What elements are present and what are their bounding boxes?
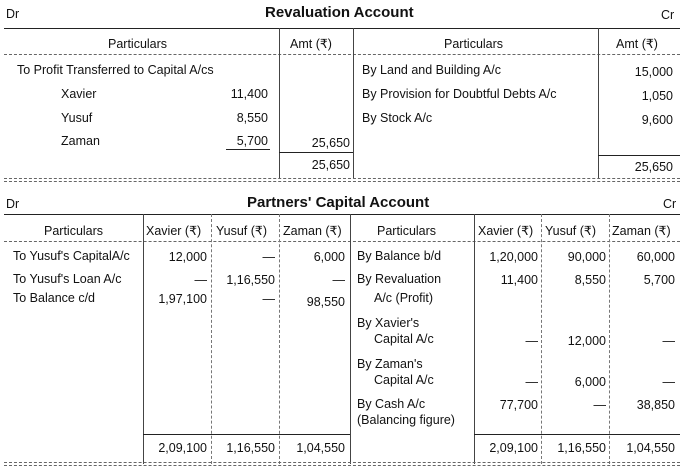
cap-debit-total-rule: [143, 434, 350, 435]
cap-dr-label: Dr: [6, 197, 20, 211]
rev-credit-amount: 15,000: [634, 65, 673, 79]
rev-bottom-rule: [4, 178, 680, 179]
cap-credit-yusuf: 12,000: [567, 334, 606, 348]
cap-credit-total-zaman: 1,04,550: [626, 441, 675, 455]
rev-col-divider: [279, 28, 280, 178]
cap-bottom-rule: [4, 462, 680, 463]
rev-header-particulars: Particulars: [444, 37, 504, 51]
cap-header-zaman: Zaman (₹): [283, 224, 342, 238]
rev-debit-subtotal: 25,650: [311, 136, 350, 150]
cap-credit-label: By Xavier's: [357, 316, 420, 330]
cap-credit-yusuf: 6,000: [574, 375, 606, 389]
cap-debit-zaman: —: [332, 273, 345, 287]
rev-bottom-rule-2: [4, 181, 680, 182]
rev-header-rule: [4, 54, 680, 55]
rev-partner-amount: 5,700: [236, 134, 268, 148]
cap-credit-xavier: —: [525, 375, 538, 389]
cap-credit-xavier: 1,20,000: [489, 250, 538, 264]
cap-credit-label: By Revaluation: [357, 272, 442, 286]
cap-credit-total-xavier: 2,09,100: [489, 441, 538, 455]
rev-credit-amount: 1,050: [641, 89, 673, 103]
cap-center-divider: [350, 214, 351, 464]
rev-partner-amount: 8,550: [236, 111, 268, 125]
cap-credit-xavier: —: [525, 334, 538, 348]
cap-credit-label-cont: A/c (Profit): [374, 291, 434, 305]
cap-debit-yusuf: —: [262, 292, 275, 306]
cap-credit-zaman: —: [662, 334, 675, 348]
cap-credit-label-cont: Capital A/c: [374, 373, 434, 387]
rev-title: Revaluation Account: [265, 4, 414, 21]
cap-credit-total-rule: [474, 434, 680, 435]
cap-header-particulars: Particulars: [377, 224, 437, 238]
cap-debit-label: To Yusuf's CapitalA/c: [13, 249, 130, 263]
cap-top-rule: [4, 214, 680, 215]
cap-debit-label: To Balance c/d: [13, 291, 95, 305]
rev-partner-name: Yusuf: [61, 111, 93, 125]
cap-header-particulars: Particulars: [44, 224, 104, 238]
cap-credit-xavier: 77,700: [499, 398, 538, 412]
rev-subtotal-rule: [279, 152, 353, 153]
rev-partner-name: Xavier: [61, 87, 97, 101]
cap-credit-total-yusuf: 1,16,550: [557, 441, 606, 455]
rev-debit-total: 25,650: [311, 158, 350, 172]
cap-debit-yusuf: 1,16,550: [226, 273, 275, 287]
rev-cr-label: Cr: [661, 8, 675, 22]
cap-debit-zaman: 6,000: [313, 250, 345, 264]
rev-credit-label: By Land and Building A/c: [362, 63, 501, 77]
cap-header-zaman: Zaman (₹): [612, 224, 671, 238]
cap-credit-yusuf: 8,550: [574, 273, 606, 287]
rev-partner-underline: [226, 149, 270, 150]
cap-header-rule: [4, 241, 680, 242]
cap-debit-xavier: 12,000: [168, 250, 207, 264]
rev-total-rule: [598, 155, 680, 156]
cap-credit-zaman: 38,850: [636, 398, 675, 412]
cap-header-xavier: Xavier (₹): [478, 224, 534, 238]
rev-partner-amount: 11,400: [230, 87, 268, 101]
rev-dr-label: Dr: [6, 7, 20, 21]
cap-credit-xavier: 11,400: [500, 273, 538, 287]
rev-header-amt: Amt (₹): [616, 37, 658, 51]
rev-credit-label: By Stock A/c: [362, 111, 433, 125]
cap-debit-xavier: 1,97,100: [158, 292, 207, 306]
cap-credit-label: By Balance b/d: [357, 249, 442, 263]
cap-credit-zaman: 60,000: [636, 250, 675, 264]
cap-credit-zaman: 5,700: [643, 273, 675, 287]
cap-credit-label-cont: (Balancing figure): [357, 413, 455, 427]
cap-bottom-rule-2: [4, 465, 680, 466]
cap-header-yusuf: Yusuf (₹): [216, 224, 268, 238]
rev-credit-label: By Provision for Doubtful Debts A/c: [362, 87, 557, 101]
cap-credit-zaman: —: [662, 375, 675, 389]
cap-debit-total-yusuf: 1,16,550: [226, 441, 275, 455]
rev-debit-main: To Profit Transferred to Capital A/cs: [17, 63, 214, 77]
rev-center-divider: [353, 28, 354, 178]
cap-title: Partners' Capital Account: [247, 194, 430, 211]
cap-debit-label: To Yusuf's Loan A/c: [13, 272, 122, 286]
cap-credit-label-cont: Capital A/c: [374, 332, 434, 346]
cap-credit-yusuf: 90,000: [567, 250, 606, 264]
cap-debit-total-zaman: 1,04,550: [296, 441, 345, 455]
rev-credit-total: 25,650: [634, 160, 673, 174]
rev-header-particulars: Particulars: [108, 37, 168, 51]
cap-credit-label: By Cash A/c: [357, 397, 426, 411]
cap-credit-yusuf: —: [593, 398, 606, 412]
rev-credit-amount: 9,600: [641, 113, 673, 127]
cap-cr-label: Cr: [663, 197, 677, 211]
cap-header-xavier: Xavier (₹): [146, 224, 202, 238]
rev-header-amt: Amt (₹): [290, 37, 332, 51]
cap-debit-yusuf: —: [262, 250, 275, 264]
cap-header-yusuf: Yusuf (₹): [545, 224, 597, 238]
rev-top-rule: [4, 28, 680, 29]
cap-debit-zaman: 98,550: [306, 295, 345, 309]
rev-partner-name: Zaman: [61, 134, 100, 148]
cap-credit-label: By Zaman's: [357, 357, 423, 371]
cap-debit-total-xavier: 2,09,100: [158, 441, 207, 455]
cap-debit-xavier: —: [194, 273, 207, 287]
